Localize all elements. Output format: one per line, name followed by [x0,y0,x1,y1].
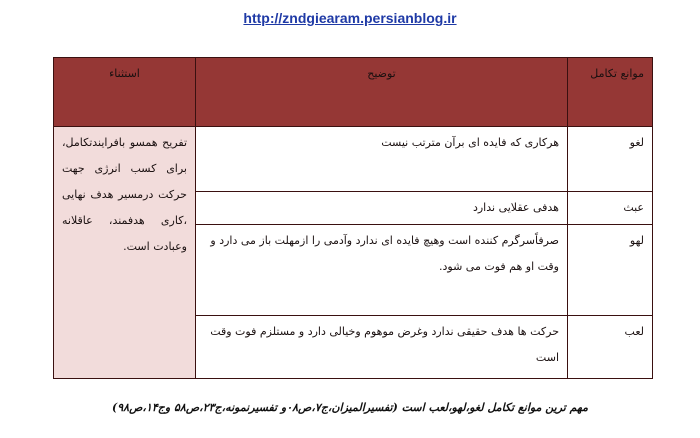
exception-cell: تفریح همسو بافرایندتکامل، برای کسب انرژی جهت حرکت درمسیر هدف نهایی ،کاری هدفمند، عاقلانه وعبادت است. [54,127,196,379]
row-description: هدفی عقلایی ندارد [196,192,568,225]
table-row [54,127,653,192]
row-description: صرفاًسرگرم کننده است وهیچ فایده ای ندارد وآدمی را ازمهلت باز می دارد و وقت او هم فوت می شود. [196,225,568,316]
obstacles-table [53,57,653,379]
blog-url-link[interactable]: http://zndgiearam.persianblog.ir [243,10,457,26]
row-description: هرکاری که فایده ای برآن مترتب نیست [196,127,568,192]
row-name: لغو [568,127,653,192]
row-name: عبث [568,192,653,225]
row-name: لهو [568,225,653,316]
header-obstacles: موانع تکامل [568,58,653,127]
header-explanation: توضیح [196,58,568,127]
row-description: حرکت ها هدف حقیقی ندارد وغرض موهوم وخیالی دارد و مستلزم فوت وقت است [196,316,568,379]
source-caption: مهم ترین موانع تکامل لغو،لهو،لعب است (تفسیرالمیزان،ج۷،ص۰۸و تفسیرنمونه،ج۲۳،ص۵۸ وج۱۴،ص۹۸) [112,401,588,414]
header-exception: استثناء [54,58,196,127]
table-header-row [54,58,653,127]
row-name: لعب [568,316,653,379]
